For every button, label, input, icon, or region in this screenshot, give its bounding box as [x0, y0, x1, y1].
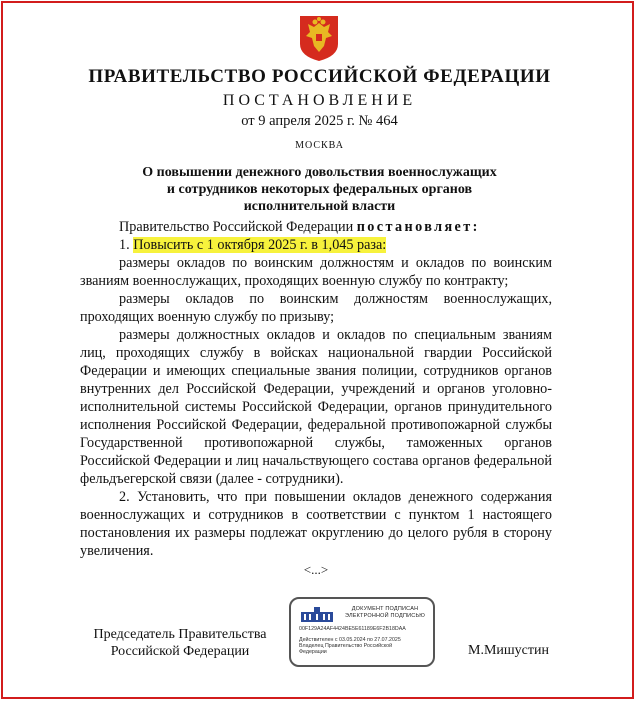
date-number: от 9 апреля 2025 г. № 464 [241, 113, 398, 129]
stamp-heading-line: ДОКУМЕНТ ПОДПИСАН [351, 606, 419, 612]
government-building-icon [300, 607, 334, 623]
city: МОСКВА [295, 140, 344, 151]
paragraph-1-item: размеры окладов по воинским должностям военнослужащих, проходящих военную службу по призыву; [80, 291, 552, 325]
paragraph-number: 1. [119, 237, 130, 253]
paragraph-1-item: размеры должностных окладов и окладов по специальным званиям лиц, проходящих службу в войсках национальной гвардии Российской Федерации и имеющих специальные звания полиции, сотрудников органов внутренних дел Российской Федерации, учреждений и органов уголовно-исполнительной системы Российской Федерации, органов принудительного исполнения Российской Федерации, федеральной противопожарной службы Государственной противопожарной службы, таможенных органов Российской Федерации и лиц начальствующего состава органов федеральной фельдъегерской связи (далее - сотрудники). [80, 327, 552, 487]
document-title [100, 164, 539, 215]
document-type: ПОСТАНОВЛЕНИЕ [222, 92, 417, 109]
position-line: Российской Федерации [110, 644, 250, 659]
title-line: и сотрудников некоторых федеральных органов [166, 182, 473, 197]
stamp-validity: Действителен с 03.05.2024 по 27.07.2025 [299, 637, 401, 643]
document-body [80, 218, 552, 579]
stamp-owner: Федерации [299, 649, 327, 655]
stamp-serial: 00F129A24AF4424BE5E61189E6F2B18DAA [299, 626, 406, 632]
paragraph-1 [80, 236, 552, 254]
position-line: Председатель Правительства [93, 627, 267, 642]
signatory-position [80, 626, 280, 660]
stamp-heading [341, 606, 429, 619]
omission-mark: <...> [303, 562, 329, 577]
title-line: исполнительной власти [243, 199, 396, 214]
intro-text: Правительство Российской Федерации [119, 219, 354, 235]
signatory-name: М.Мишустин [468, 643, 549, 658]
paragraph-1-item: размеры окладов по воинским должностям и окладов по воинским званиям военнослужащих, проходящих военную службу по контракту; [80, 255, 552, 289]
stamp-owner: Владелец Правительство Российской [299, 643, 393, 649]
title-line: О повышении денежного довольствия военнослужащих [142, 165, 497, 180]
decree-intro [80, 218, 552, 236]
stamp-heading-line: ЭЛЕКТРОННОЙ ПОДПИСЬЮ [344, 612, 426, 619]
coat-of-arms-icon [298, 14, 340, 62]
government-name: ПРАВИТЕЛЬСТВО РОССИЙСКОЙ ФЕДЕРАЦИИ [88, 66, 551, 87]
paragraph-2: 2. Установить, что при повышении окладов денежного содержания военнослужащих и сотрудников в соответствии с пунктом 1 настоящего постановления их размеры подлежат округлению до целого рубля в сторону увеличения. [80, 489, 552, 559]
highlighted-text: Повысить с 1 октября 2025 г. в 1,045 раза: [133, 237, 387, 253]
decree-word: постановляет: [356, 219, 480, 235]
electronic-signature-stamp [289, 597, 435, 667]
